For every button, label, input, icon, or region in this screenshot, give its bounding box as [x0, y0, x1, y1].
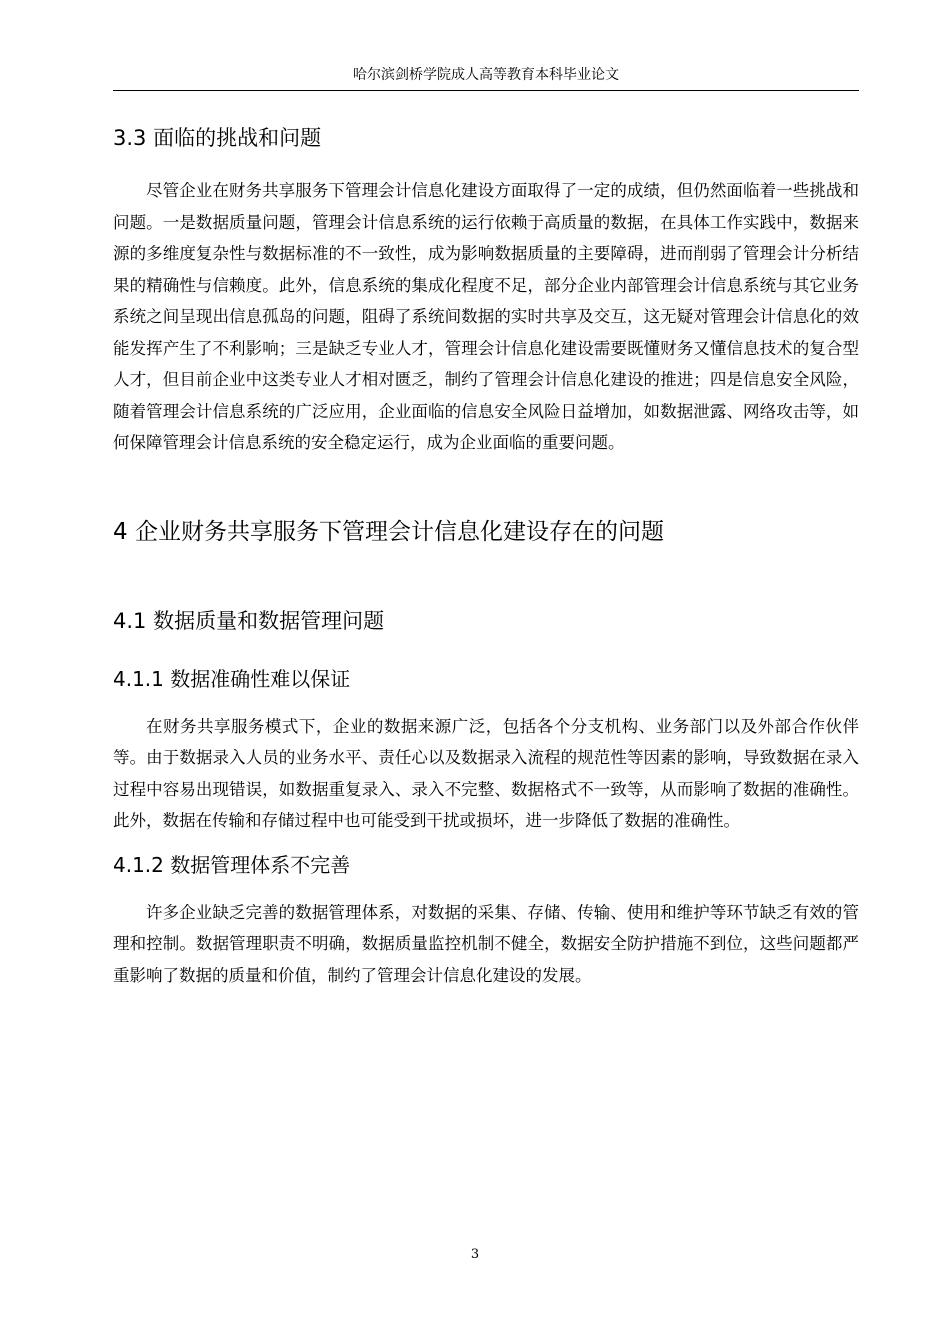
section-4-1-2-paragraph: 许多企业缺乏完善的数据管理体系，对数据的采集、存储、传输、使用和维护等环节缺乏有效的管理和控制。数据管理职责不明确，数据质量监控机制不健全，数据安全防护措施不到位，这些问题都严重影响了数据的质量和价值，制约了管理会计信息化建设的发展。: [113, 902, 859, 985]
chapter-4-heading: 4 企业财务共享服务下管理会计信息化建设存在的问题: [113, 518, 664, 545]
page-body: [113, 120, 859, 991]
section-4-1-2-heading: 4.1.2 数据管理体系不完善: [113, 852, 351, 877]
page-number: 3: [470, 1247, 480, 1262]
section-4-1-1-paragraph: 在财务共享服务模式下，企业的数据来源广泛，包括各个分支机构、业务部门以及外部合作伙伴等。由于数据录入人员的业务水平、责任心以及数据录入流程的规范性等因素的影响，导致数据在录入过程中容易出现错误，如数据重复录入、录入不完整、数据格式不一致等，从而影响了数据的准确性。此外，数据在传输和存储过程中也可能受到干扰或损坏，进一步降低了数据的准确性。: [113, 716, 859, 830]
section-4-1-1-heading: 4.1.1 数据准确性难以保证: [113, 666, 351, 691]
running-header-title: 哈尔滨剑桥学院成人高等教育本科毕业论文: [353, 67, 619, 83]
running-header: [113, 64, 859, 91]
section-3-3-heading: 3.3 面临的挑战和问题: [113, 126, 322, 150]
section-3-3-paragraph: 尽管企业在财务共享服务下管理会计信息化建设方面取得了一定的成绩，但仍然面临着一些挑战和问题。一是数据质量问题，管理会计信息系统的运行依赖于高质量的数据，在具体工作实践中，数据来源的多维度复杂性与数据标准的不一致性，成为影响数据质量的主要障碍，进而削弱了管理会计分析结果的精确性与信赖度。此外，信息系统的集成化程度不足，部分企业内部管理会计信息系统与其它业务系统之间呈现出信息孤岛的问题，阻碍了系统间数据的实时共享及交互，这无疑对管理会计信息化的效能发挥产生了不利影响；三是缺乏专业人才，管理会计信息化建设需要既懂财务又懂信息技术的复合型人才，但目前企业中这类专业人才相对匮乏，制约了管理会计信息化建设的推进；四是信息安全风险，随着管理会计信息系统的广泛应用，企业面临的信息安全风险日益增加，如数据泄露、网络攻击等，如何保障管理会计信息系统的安全稳定运行，成为企业面临的重要问题。: [113, 181, 859, 452]
section-4-1-heading: 4.1 数据质量和数据管理问题: [113, 608, 385, 633]
